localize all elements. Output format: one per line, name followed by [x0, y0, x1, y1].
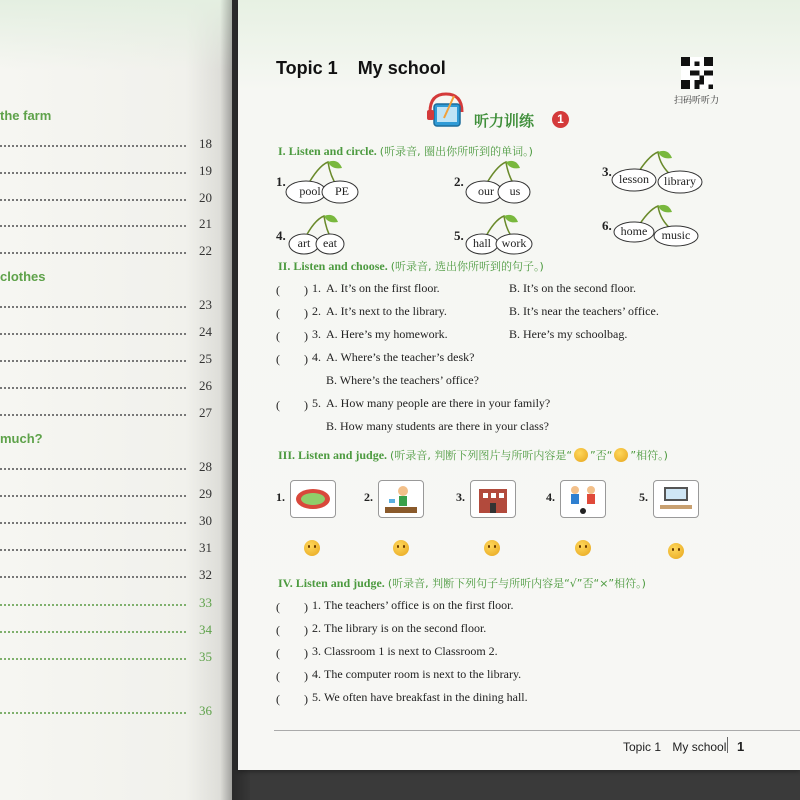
word-option-right[interactable]: library [664, 174, 696, 188]
option-b: B. Where’s the teachers’ office? [326, 373, 479, 387]
topic-number: Topic 1 [276, 58, 338, 78]
toc-page-number: 27 [199, 405, 212, 420]
tablet-headphones-icon [424, 90, 468, 132]
option-b: B. How many students are there in your class? [326, 419, 549, 433]
picture-school-building [470, 480, 516, 518]
word-option-left[interactable]: pool [299, 184, 321, 198]
toc-page-number: 22 [199, 243, 212, 258]
cherry-pair-1 [276, 160, 376, 210]
cherry-pair-2 [454, 160, 554, 210]
qr-code-icon[interactable] [681, 57, 713, 89]
judge-question-2 [276, 621, 487, 638]
judge-question-4 [276, 667, 522, 684]
picture-watering-plants [378, 480, 424, 518]
toc-row [0, 486, 212, 504]
section-4-heading: IV. Listen and judge. [278, 576, 385, 590]
smiley-face-icon [393, 540, 409, 556]
choice-question-4 [276, 350, 475, 367]
picture-index: 5. [639, 490, 648, 504]
toc-row [0, 351, 212, 369]
training-title: 听力训练 [474, 112, 535, 130]
picture-index: 1. [276, 490, 285, 504]
toc-row [0, 216, 212, 234]
toc-row [0, 567, 212, 585]
section-4-instruction: (听录音, 判断下列句子与所听内容是“√”否“×”相符。) [387, 577, 646, 590]
word-option-left[interactable]: our [478, 184, 494, 198]
toc-row [0, 163, 212, 181]
picture-index: 2. [364, 490, 373, 504]
toc-row [0, 136, 212, 154]
word-option-right[interactable]: PE [334, 184, 349, 198]
toc-page-number: 19 [199, 163, 212, 178]
toc-row [0, 190, 212, 208]
item-index: 1. [276, 174, 286, 189]
item-index: 5. [454, 228, 464, 243]
toc-page-number: 21 [199, 216, 212, 231]
answer-blank[interactable]: ( ) [276, 600, 308, 614]
statement: The computer room is next to the library. [324, 667, 522, 681]
item-index: 3. [602, 164, 612, 179]
cherry-pair-3 [602, 150, 712, 200]
footer-topic: Topic 1 [623, 740, 662, 754]
item-index: 2. [454, 174, 464, 189]
answer-blank[interactable]: ( ) [276, 329, 308, 343]
toc-page-number: 20 [199, 190, 212, 205]
toc-row [0, 622, 212, 640]
page-title [276, 58, 446, 79]
question-number: 4. [312, 350, 321, 364]
toc-page-number: 30 [199, 513, 212, 528]
word-option-left[interactable]: hall [473, 236, 491, 250]
question-number: 2. [312, 621, 321, 635]
section-4-title [278, 575, 646, 591]
item-index: 6. [602, 218, 612, 233]
toc-page-number: 29 [199, 486, 212, 501]
option-a: A. It’s next to the library. [326, 304, 447, 318]
topic-name: My school [357, 58, 446, 78]
choice-question-1 [276, 281, 636, 298]
toc-page-number: 34 [199, 622, 212, 637]
page-footer [623, 739, 745, 754]
answer-blank[interactable]: ( ) [276, 283, 308, 297]
toc-page-number: 31 [199, 540, 212, 555]
section-1-instruction: (听录音, 圈出你所听到的单词。) [379, 145, 533, 158]
section-2-title [278, 258, 544, 274]
answer-blank[interactable]: ( ) [276, 352, 308, 366]
smiley-face-icon [304, 540, 320, 556]
toc-page-number: 18 [199, 136, 212, 151]
cherry-pair-6 [602, 204, 712, 254]
choice-question-5 [276, 396, 551, 413]
question-number: 5. [312, 690, 321, 704]
statement: The teachers’ office is on the first floor. [324, 598, 514, 612]
picture-playing-football [560, 480, 606, 518]
question-number: 1. [312, 281, 321, 295]
word-option-right[interactable]: us [509, 184, 521, 198]
statement: Classroom 1 is next to Classroom 2. [324, 644, 498, 658]
training-badge: 1 [552, 111, 569, 128]
section-2-heading: II. Listen and choose. [278, 259, 388, 273]
toc-row [0, 459, 212, 477]
smiley-face-icon [668, 543, 684, 559]
smiley-face-icon [574, 448, 588, 462]
judge-question-5 [276, 690, 528, 707]
header-band [0, 0, 232, 70]
section-3-instruction: (听录音, 判断下列图片与所听内容是“ ”否“ ”相符。) [390, 449, 668, 462]
toc-row [0, 324, 212, 342]
listening-training-header [424, 88, 584, 134]
smiley-face-icon [575, 540, 591, 556]
item-index: 4. [276, 228, 286, 243]
toc-row [0, 297, 212, 315]
question-number: 3. [312, 327, 321, 341]
toc-page-number: 25 [199, 351, 212, 366]
left-page-table-of-contents [0, 0, 232, 800]
smiley-face-icon [484, 540, 500, 556]
page-number: 1 [737, 739, 745, 754]
toc-section-heading: much? [0, 431, 43, 446]
picture-index: 3. [456, 490, 465, 504]
question-number: 5. [312, 396, 321, 410]
toc-page-number: 24 [199, 324, 212, 339]
footer-name: My school [672, 740, 727, 754]
toc-row [0, 540, 212, 558]
answer-blank[interactable]: ( ) [276, 306, 308, 320]
toc-row [0, 703, 212, 721]
toc-page-number: 32 [199, 567, 212, 582]
picture-running-track [290, 480, 336, 518]
question-number: 4. [312, 667, 321, 681]
cherry-pair-4 [276, 214, 376, 264]
choice-question-3 [276, 327, 628, 344]
footer-divider [274, 730, 800, 731]
option-a: A. Where’s the teacher’s desk? [326, 350, 475, 364]
section-2-instruction: (听录音, 选出你所听到的句子。) [390, 260, 544, 273]
cherry-pair-5 [454, 214, 554, 264]
option-b: B. It’s near the teachers’ office. [509, 304, 659, 318]
answer-blank[interactable]: ( ) [276, 669, 308, 683]
option-b: B. It’s on the second floor. [509, 281, 636, 295]
picture-computer-room [653, 480, 699, 518]
option-a: A. It’s on the first floor. [326, 281, 440, 295]
section-3-heading: III. Listen and judge. [278, 448, 388, 462]
section-1-title [278, 143, 533, 159]
toc-row [0, 243, 212, 261]
toc-page-number: 26 [199, 378, 212, 393]
footer-separator [727, 737, 728, 753]
answer-blank[interactable]: ( ) [276, 646, 308, 660]
option-a: A. Here’s my homework. [326, 327, 448, 341]
toc-section-heading: the farm [0, 108, 52, 123]
word-option-left[interactable]: home [620, 224, 648, 238]
toc-page-number: 23 [199, 297, 212, 312]
toc-page-number: 28 [199, 459, 212, 474]
picture-index: 4. [546, 490, 555, 504]
toc-section-heading: clothes [0, 269, 46, 284]
qr-label: 扫码听听力 [674, 95, 720, 105]
question-number: 1. [312, 598, 321, 612]
judge-question-1 [276, 598, 514, 615]
section-3-title [278, 447, 668, 463]
answer-blank[interactable]: ( ) [276, 692, 308, 706]
toc-page-number: 36 [199, 703, 212, 718]
question-number: 2. [312, 304, 321, 318]
answer-blank[interactable]: ( ) [276, 623, 308, 637]
toc-row [0, 595, 212, 613]
word-option-right[interactable]: work [501, 236, 527, 250]
answer-blank[interactable]: ( ) [276, 398, 308, 412]
question-number: 3. [312, 644, 321, 658]
option-a: A. How many people are there in your family? [326, 396, 551, 410]
word-option-right[interactable]: eat [323, 236, 337, 250]
toc-page-number: 35 [199, 649, 212, 664]
toc-page-number: 33 [199, 595, 212, 610]
right-page-worksheet [238, 0, 800, 770]
toc-row [0, 513, 212, 531]
statement: We often have breakfast in the dining hall. [324, 690, 528, 704]
option-b: B. Here’s my schoolbag. [509, 327, 628, 341]
toc-row [0, 378, 212, 396]
judge-question-3 [276, 644, 498, 661]
statement: The library is on the second floor. [324, 621, 487, 635]
section-1-heading: I. Listen and circle. [278, 144, 377, 158]
word-option-right[interactable]: music [661, 228, 691, 242]
choice-question-2 [276, 304, 659, 321]
toc-row [0, 649, 212, 667]
word-option-left[interactable]: art [297, 236, 311, 250]
sad-face-icon [614, 448, 628, 462]
word-option-left[interactable]: lesson [619, 172, 649, 186]
toc-row [0, 405, 212, 423]
